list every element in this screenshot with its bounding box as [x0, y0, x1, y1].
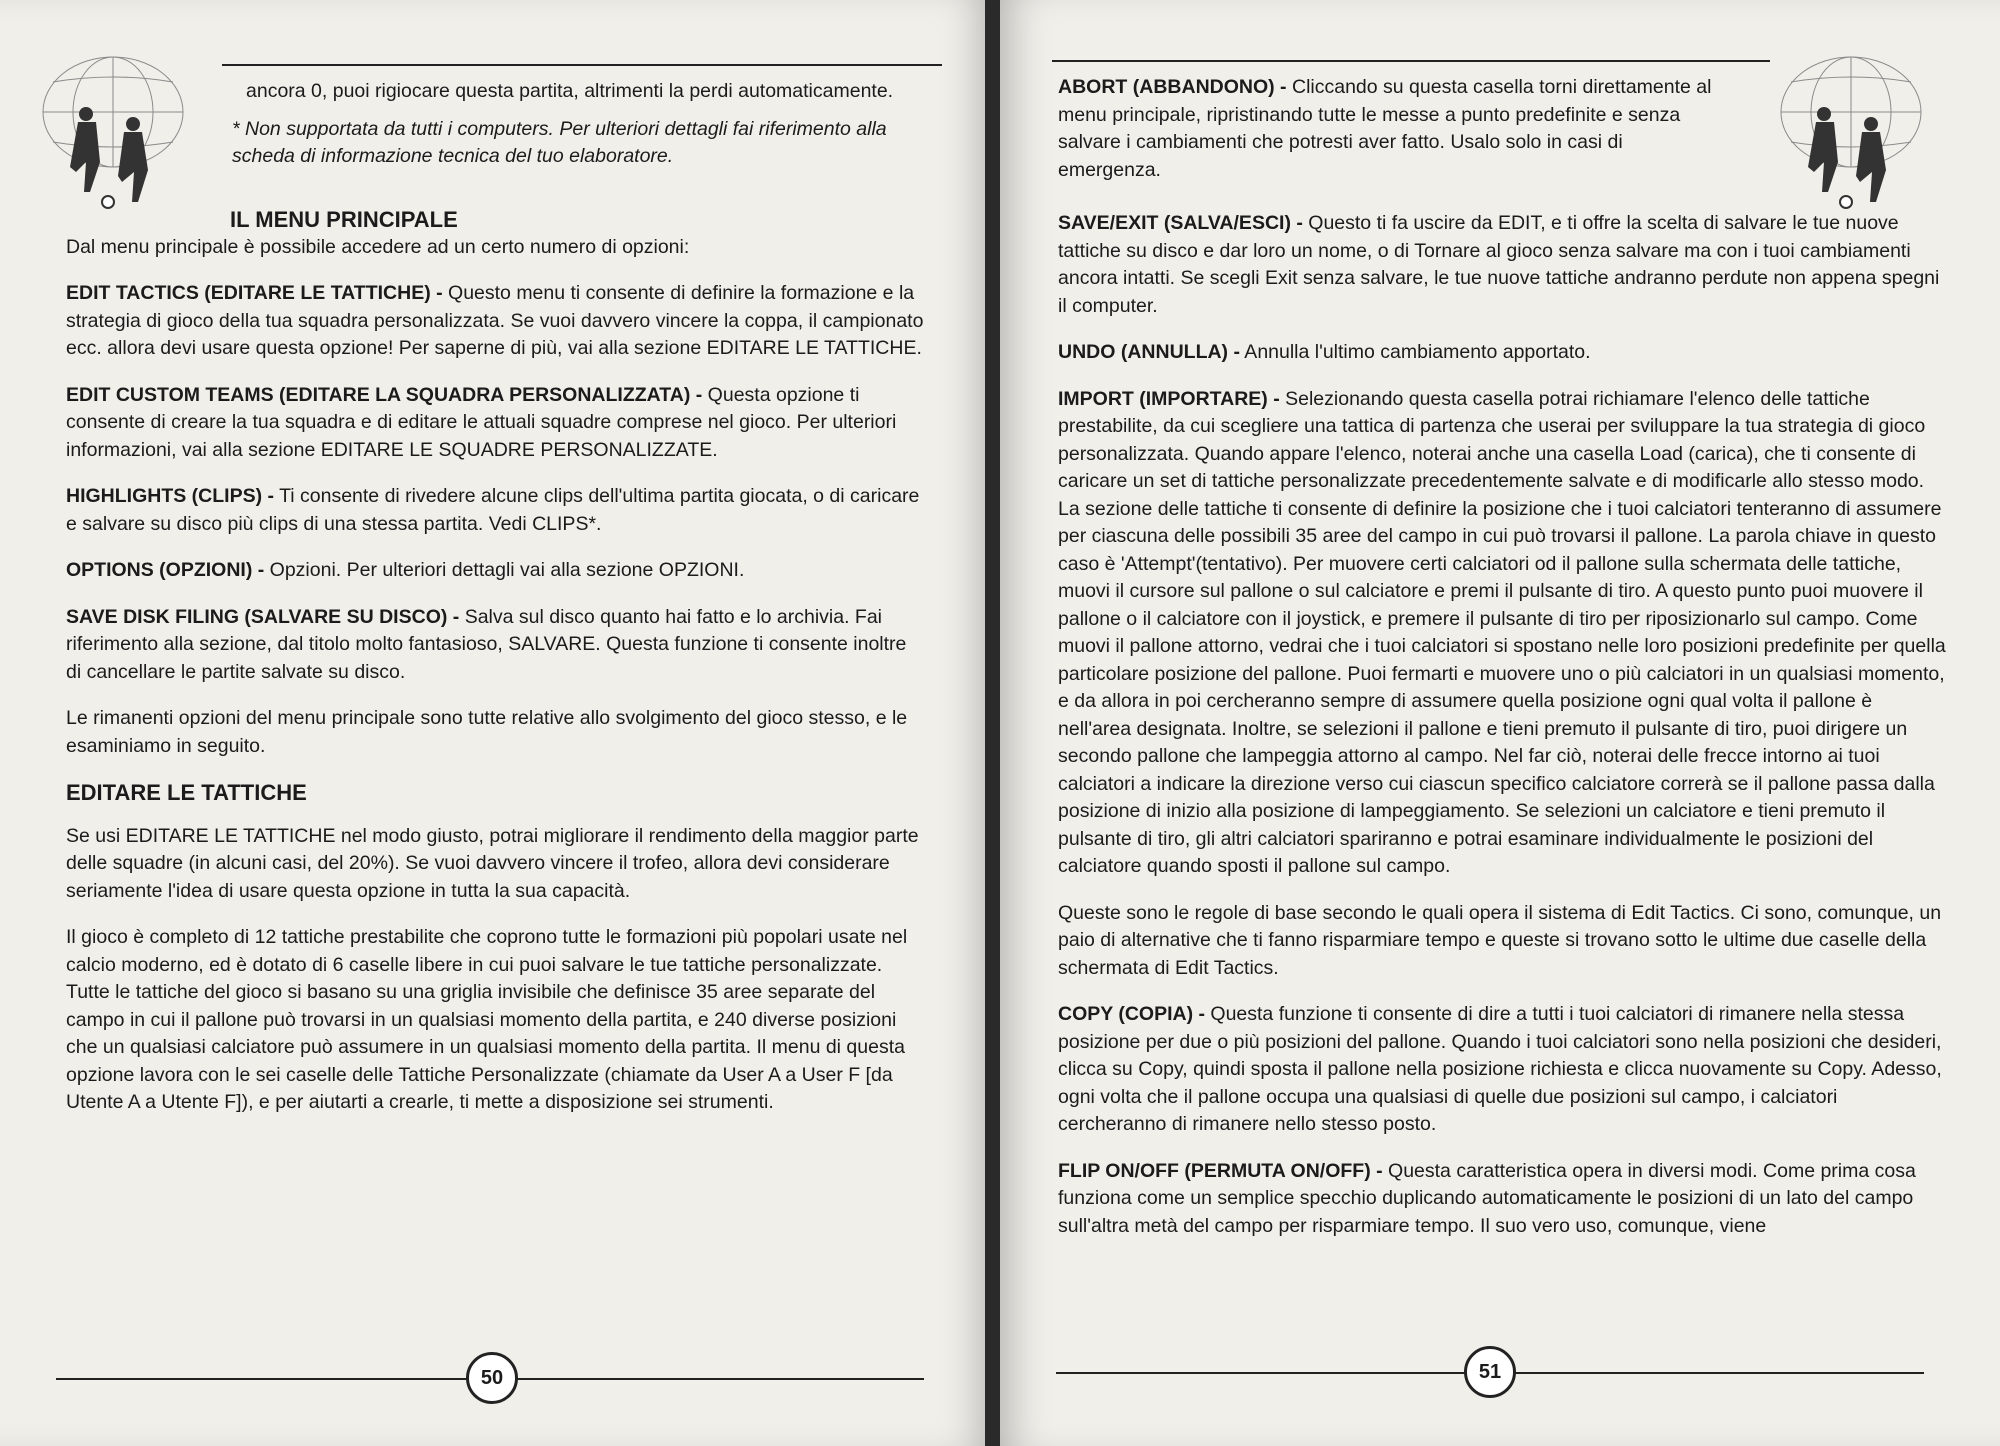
tactics-paragraph-1: Se usi EDITARE LE TATTICHE nel modo giusto, potrai migliorare il rendimento della maggior parte delle squadre (in alcuni casi, del 20%). Se vuoi davvero vincere il trofeo, allora devi considerare seriamente l'idea di usare questa opzione in tutta la sua capacità. — [66, 824, 919, 902]
top-rule — [1052, 60, 1770, 62]
item-term: SAVE/EXIT (SALVA/ESCI) - — [1058, 212, 1303, 234]
item-term: UNDO (ANNULLA) - — [1058, 341, 1240, 363]
rules-paragraph: Queste sono le regole di base secondo le quali opera il sistema di Edit Tactics. Ci sono, comunque, un paio di alternative che ti fanno risparmiare tempo e queste si trovano sotto le ultime due caselle della schermata di Edit Tactics. — [1058, 901, 1942, 979]
item-desc: Opzioni. Per ulteriori dettagli vai alla sezione OPZIONI. — [264, 559, 745, 581]
item-term: EDIT TACTICS (EDITARE LE TATTICHE) - — [66, 282, 443, 304]
item-desc: Questa funzione ti consente di dire a tutti i tuoi calciatori di rimanere nella stessa posizione per due o più posizioni del pallone. Quando i tuoi calciatori sono nella posizioni che desideri, clicca su Copy, quindi sposta il pallone nella posizione richiesta e clicca nuovamente su Copy. Adesso, ogni volta che il pallone occupa una qualsiasi di quelle due posizioni sul campo, i calciatori cercheranno di rimanere nello stesso posto. — [1058, 1003, 1942, 1135]
right-body — [1058, 210, 1948, 1259]
item-desc: Questo menu ti consente di definire la formazione e la strategia di gioco della tua squadra personalizzata. Se vuoi davvero vincere la coppa, il campionato ecc. allora devi usare questa opzione! Per saperne di più, vai alla sezione EDITARE LE TATTICHE. — [66, 282, 924, 359]
right-body-top — [1058, 74, 1718, 202]
menu-intro: Dal menu principale è possibile accedere ad un certo numero di opzioni: — [66, 235, 690, 258]
heading-main-menu: IL MENU PRINCIPALE — [230, 207, 458, 232]
item-term: HIGHLIGHTS (CLIPS) - — [66, 485, 274, 507]
item-desc: Questa caratteristica opera in diversi modi. Come prima cosa funziona come un semplice specchio duplicando automaticamente le posizioni di un lato del campo sull'altra metà del campo per risparmiare tempo. Il suo vero uso, comunque, viene — [1058, 1159, 1916, 1237]
menu-item-options — [66, 557, 926, 585]
item-flip — [1058, 1158, 1948, 1241]
menu-item-edit-tactics — [66, 280, 926, 363]
heading-edit-tactics: EDITARE LE TATTICHE — [66, 780, 307, 805]
page-number: 51 — [1464, 1346, 1516, 1398]
item-save-exit — [1058, 210, 1948, 320]
item-term: SAVE DISK FILING (SALVARE SU DISCO) - — [66, 605, 460, 628]
item-copy — [1058, 1001, 1948, 1139]
intro-line: ancora 0, puoi rigiocare questa partita, altrimenti la perdi automaticamente. — [246, 80, 894, 102]
football-players-emblem — [38, 52, 188, 222]
item-undo — [1058, 339, 1948, 367]
item-abort — [1058, 74, 1718, 184]
item-desc: Selezionando questa casella potrai richiamare l'elenco delle tattiche prestabilite, da cui scegliere una tattica di partenza che userai per sviluppare la tua strategia di gioco personalizzata. Quando appare l'elenco, noterai anche una casella Load (carica), che ti consente di caricare un set di tattiche personalizzate precedentemente salvate e di modificarle allo stesso modo. La sezione delle tattiche ti consente di definire la posizione che i tuoi calciatori tenteranno di assumere per ciascuna delle possibili 35 aree del campo in cui può trovarsi il pallone. La parola chiave in questo caso è 'Attempt'(tentativo). Per muovere certi calciatori od il pallone sulla schermata delle tattiche, muovi il cursore sul pallone o sul calciatore e premi il pulsante di tiro. A questo punto puoi muovere il pallone o il calciatore con il joystick, e premere il pulsante di tiro per riposizionarlo sul campo. Come muovi il pallone attorno, vedrai che i tuoi calciatori si spostano nelle loro posizioni predefinite per quella particolare posizione del pallone. Puoi fermarti e muovere uno o più calciatori in un qualsiasi momento, e da allora in poi cercheranno sempre di assumere quella posizione ogni qual volta il pallone è nell'area designata. Inoltre, se selezioni il pallone e tieni premuto il pulsante di tiro, puoi dirigere un secondo pallone che lampeggia attorno al campo. Nel far ciò, noterai delle frecce intorno ai tuoi calciatori a indicare la direzione verso cui ciascun specifico calciatore correrà se il pallone passa dalla posizione di inizio alla posizione di lampeggiamento. Se selezioni un calciatore e tieni premuto il pulsante di tiro, gli altri calciatori spariranno e potrai esaminare individualmente le posizioni del calciatore quando sposti il pallone sul campo. — [1058, 387, 1946, 877]
left-body — [66, 206, 926, 1136]
remaining-options: Le rimanenti opzioni del menu principale sono tutte relative allo svolgimento del gioco stesso, e le esaminiamo in seguito. — [66, 707, 908, 757]
left-intro — [222, 78, 942, 179]
item-desc: Cliccando su questa casella torni direttamente al menu principale, ripristinando tutte le messe a punto predefinite e senza salvare i cambiamenti che potresti aver fatto. Usalo solo in casi di emergenza. — [1058, 76, 1712, 181]
tactics-paragraph-2: Il gioco è completo di 12 tattiche prestabilite che coprono tutte le formazioni più popolari usate nel calcio moderno, ed è dotato di 6 caselle libere in cui puoi salvare le tue tattiche personalizzate. Tutte le tattiche del gioco si basano su una griglia invisibile che definisce 35 aree separate del campo in cui il pallone può trovarsi in un qualsiasi momento della partita, e 240 diverse posizioni che un qualsiasi calciatore può assumere in un qualsiasi momento della partita. Il menu di questa opzione lavora con le sei caselle delle Tattiche Personalizzate (chiamate da User A a User F [da Utente A a Utente F]), e per aiutarti a crearle, ti mette a disposizione sei strumenti. — [66, 926, 908, 1113]
item-term: IMPORT (IMPORTARE) - — [1058, 387, 1280, 410]
item-desc: Questa opzione ti consente di creare la tua squadra e di editare le attuali squadre comprese nel gioco. Per ulteriori informazioni, vai alla sezione EDITARE LE SQUADRE PERSONALIZZATE. — [66, 383, 897, 461]
menu-item-edit-custom-teams — [66, 382, 926, 465]
item-term: COPY (COPIA) - — [1058, 1003, 1205, 1025]
item-term: EDIT CUSTOM TEAMS (EDITARE LA SQUADRA PERSONALIZZATA) - — [66, 383, 703, 406]
footnote: * Non supportata da tutti i computers. Per ulteriori dettagli fai riferimento alla scheda di informazione tecnica del tuo elaboratore. — [232, 117, 887, 167]
item-import — [1058, 386, 1948, 881]
item-desc: Questo ti fa uscire da EDIT, e ti offre la scelta di salvare le tue nuove tattiche su disco e dar loro un nome, o di Tornare al gioco senza salvare ma con i tuoi cambiamenti ancora intatti. Se scegli Exit senza salvare, le tue nuove tattiche andranno perdute non appena spegni il computer. — [1058, 212, 1940, 317]
football-players-emblem — [1776, 52, 1926, 222]
item-term: ABORT (ABBANDONO) - — [1058, 76, 1287, 98]
item-term: OPTIONS (OPZIONI) - — [66, 559, 265, 581]
menu-item-highlights — [66, 483, 926, 538]
right-page — [1000, 0, 2000, 1446]
item-desc: Annulla l'ultimo cambiamento apportato. — [1239, 341, 1591, 363]
page-number: 50 — [466, 1352, 518, 1404]
item-term: FLIP ON/OFF (PERMUTA ON/OFF) - — [1058, 1159, 1383, 1182]
left-page — [0, 0, 990, 1446]
item-desc: Salva sul disco quanto hai fatto e lo archivia. Fai riferimento alla sezione, dal titolo molto fantasioso, SALVARE. Questa funzione ti consente inoltre di cancellare le partite salvate su disco. — [66, 605, 907, 683]
top-rule — [222, 64, 942, 66]
item-desc: Ti consente di rivedere alcune clips dell'ultima partita giocata, o di caricare e salvare su disco più clips di una stessa partita. Vedi CLIPS*. — [66, 485, 920, 535]
menu-item-save-disk — [66, 604, 926, 687]
